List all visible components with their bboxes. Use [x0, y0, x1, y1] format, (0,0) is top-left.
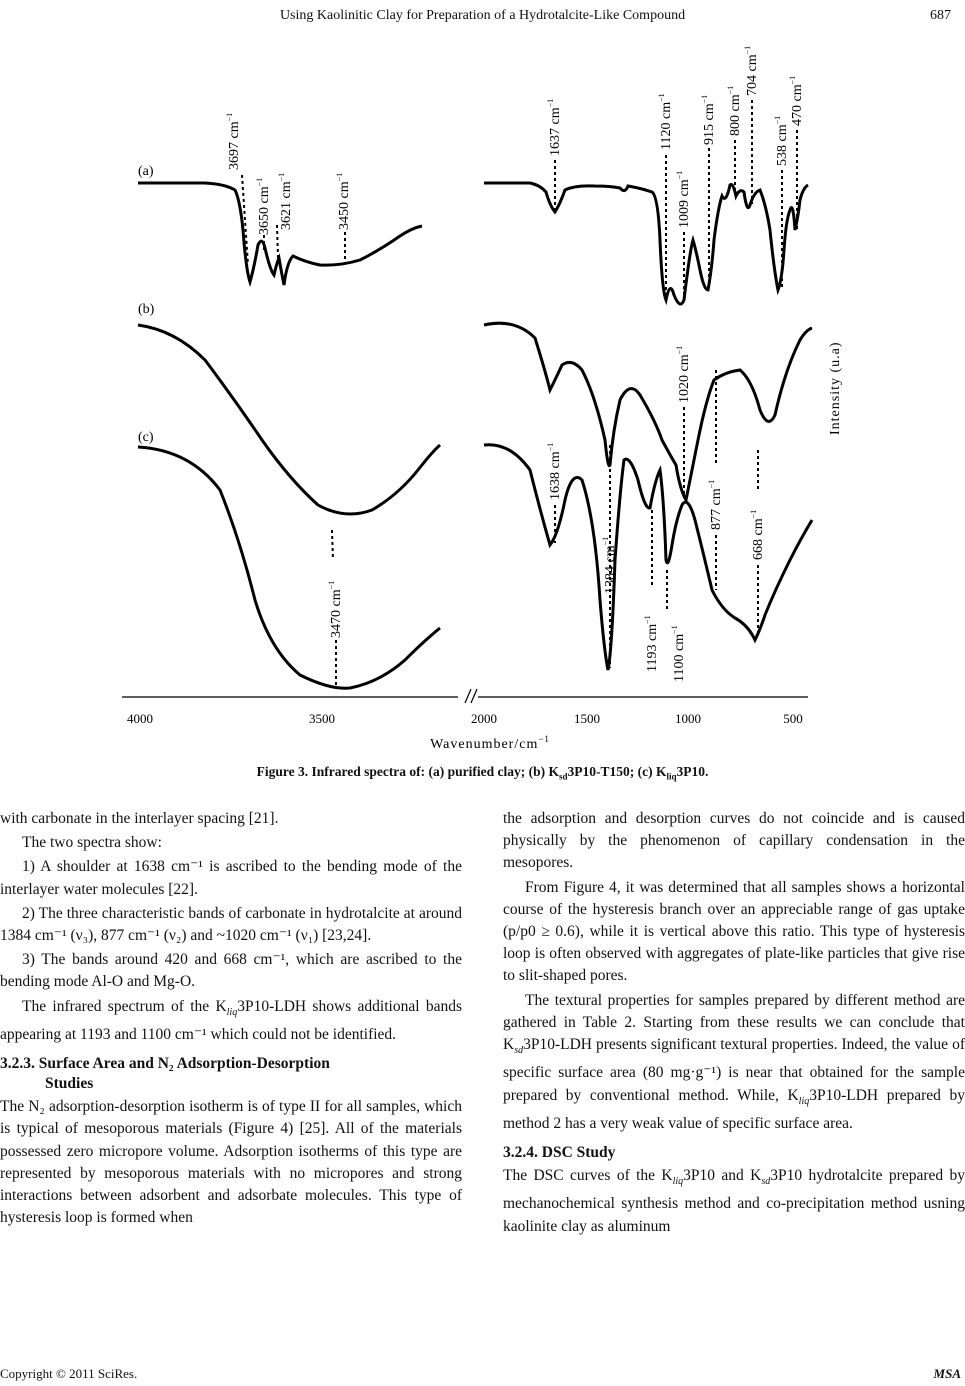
paragraph: the adsorption and desorption curves do not coincide and is caused physically by the phenomenon of capillary condensation in the mesopores.	[503, 810, 965, 872]
page-number: 687	[930, 8, 951, 23]
figure-caption: Figure 3. Infrared spectra of: (a) purified clay; (b) $K_{sd}3P10-T150$; (c) $K_{liq}3P10$.	[256, 764, 709, 782]
x-tick-2000: 2000	[471, 711, 497, 726]
annotations-spectrum-b	[675, 346, 692, 403]
paragraph: 1) A shoulder at 1638 cm⁻¹ is ascribed to the bending mode of the interlayer water molecules [22].	[0, 858, 462, 898]
paragraph: The infrared spectrum of the $K_{liq}3P10$-LDH shows additional bands appearing at 1193 and 1100 cm⁻¹ which could not be identified.	[0, 997, 462, 1043]
guide-3621	[277, 225, 278, 258]
peak-label-915: 915 $cm^{-1}$	[700, 94, 717, 145]
peak-label-877: 877 $cm^{-1}$	[707, 479, 724, 530]
paragraph: The two spectra show:	[22, 834, 162, 852]
peak-label-1020: 1020 $cm^{-1}$	[675, 345, 692, 403]
page-footer	[0, 1366, 965, 1384]
peak-label-1193: 1193 $cm^{-1}$	[643, 615, 660, 672]
panel-label-b: (b)	[138, 302, 155, 317]
x-tick-1000: 1000	[675, 711, 701, 726]
peak-label-1638: 1638 $cm^{-1}$	[546, 442, 563, 500]
ir-spectra-figure	[0, 40, 965, 760]
paragraph: with carbonate in the interlayer spacing [21].	[0, 810, 279, 827]
peak-label-3697: 3697 $cm^{-1}$	[225, 112, 242, 170]
peak-label-800: 800 $cm^{-1}$	[726, 85, 743, 136]
peak-label-704: 704 $cm^{-1}$	[743, 45, 760, 96]
paragraph: From Figure 4, it was determined that all samples shows a horizontal course of the hysteresis branch over an appreciable range of gas uptake (p/p0 ≥ 0.6), while it is vertical above this ratio. This type of hysteresis loop is often observed with aggregates of plate-like particles that give rise to slit-shaped pores.	[503, 878, 965, 985]
section-heading: 3.2.3. Surface Area and N₂ Adsorption-Desorption Studies	[0, 1055, 330, 1093]
panel-label-a: (a)	[138, 164, 154, 179]
journal-abbrev: MSA	[933, 1366, 961, 1381]
paragraph: 2) The three characteristic bands of carbonate in hydrotalcite at around 1384 cm⁻¹ (ν₃), 877 cm⁻¹ (ν₂) and ~1020 cm⁻¹ (ν₁) [23,24].	[0, 904, 462, 945]
peak-label-1384: 1384 $cm^{-1}$	[601, 536, 618, 594]
y-axis-label: Intensity (u.a)	[828, 341, 843, 435]
right-text-column	[503, 808, 965, 1240]
paragraph: The DSC curves of the $K_{liq}3P10$ and $K_{sd}3P10$ hydrotalcite prepared by mechanochemical synthesis method and co-precipitation method usning kaolinite clay as aluminum	[503, 1167, 965, 1235]
peak-label-1120: 1120 $cm^{-1}$	[657, 93, 674, 150]
figure-3	[0, 40, 965, 760]
copyright-notice: Copyright © 2011 SciRes.	[0, 1366, 138, 1381]
peak-label-3450: 3450 $cm^{-1}$	[335, 172, 352, 230]
x-axis-label: Wavenumber/$cm^{-1}$	[430, 734, 550, 752]
peak-label-538: 538 $cm^{-1}$	[773, 115, 790, 166]
x-tick-1500: 1500	[574, 711, 600, 726]
running-header	[0, 6, 965, 30]
peak-label-1009: 1009 $cm^{-1}$	[675, 170, 692, 228]
panel-label-c: (c)	[138, 430, 154, 445]
paragraph: The N₂ adsorption-desorption isotherm is of type II for all samples, which is typical of mesoporous materials (Figure 4) [25]. All of the materials possessed zero micropore volume. Adsorption isotherms of this type are represented by mesoporous materials with no micropores and strong interactions between adsorbent and adsorbate molecules. This type of hysteresis loop is formed when	[0, 1098, 462, 1227]
peak-label-1637: 1637 $cm^{-1}$	[546, 98, 563, 156]
running-title: Using Kaolinitic Clay for Preparation of a Hydrotalcite-Like Compound	[279, 8, 686, 23]
x-tick-labels	[127, 711, 803, 726]
spectrum-c-left	[138, 447, 440, 688]
peak-label-470: 470 $cm^{-1}$	[788, 75, 805, 126]
section-heading: 3.2.4. DSC Study	[503, 1144, 616, 1162]
x-tick-500: 500	[783, 711, 803, 726]
peak-label-1100: 1100 $cm^{-1}$	[670, 625, 687, 682]
spectrum-b-left	[138, 325, 440, 514]
spectrum-a-right	[484, 183, 808, 304]
peak-label-3621: 3621 $cm^{-1}$	[277, 172, 294, 230]
guide-3470-top	[332, 530, 333, 560]
peak-label-3650: 3650 $cm^{-1}$	[255, 177, 272, 235]
spectrum-b-right	[484, 323, 812, 500]
peak-guide-lines	[242, 100, 797, 688]
paragraph: The textural properties for samples prepared by different method are gathered in Table 2. Starting from these results we can conclude that $K_{sd}3P10$-LDH presents significant textural properties. Indeed, the value of specific surface area (80 mg·g⁻¹) is near that obtained for the sample prepared by conventional method. While, $K_{liq}3P10$-LDH prepared by method 2 has a very weak value of specific surface area.	[503, 991, 965, 1132]
annotations-spectrum-c	[327, 443, 766, 682]
peak-label-668: 668 $cm^{-1}$	[749, 509, 766, 560]
x-tick-4000: 4000	[127, 711, 153, 726]
paragraph: 3) The bands around 420 and 668 cm⁻¹, which are ascribed to the bending mode Al-O and Mg-O.	[0, 951, 462, 991]
x-tick-3500: 3500	[309, 711, 335, 726]
left-text-column	[0, 808, 462, 1231]
peak-label-3470: 3470 $cm^{-1}$	[327, 580, 344, 638]
